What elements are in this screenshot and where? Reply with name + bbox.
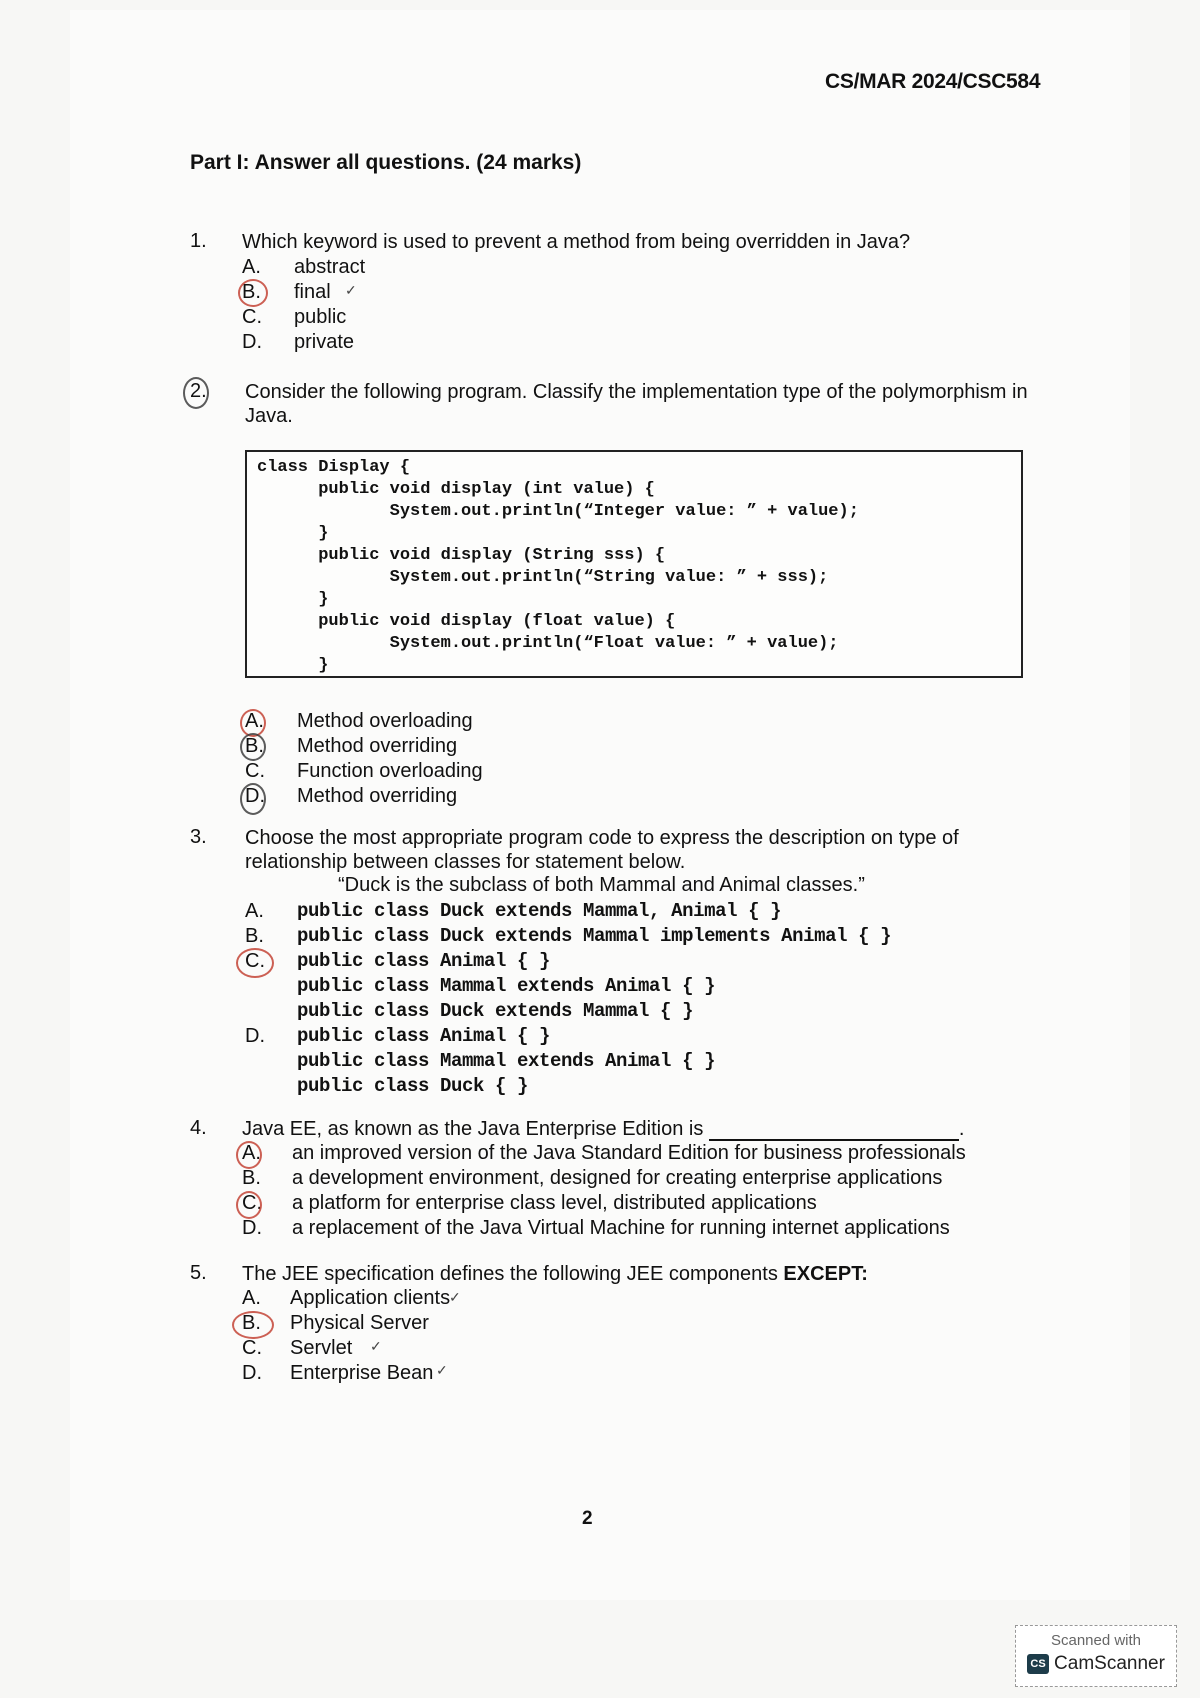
camscanner-logo-icon: CS	[1027, 1654, 1049, 1674]
question-number: 3.	[190, 826, 207, 848]
question-text: Choose the most appropriate program code to express the description on type of relationship between classes for statement below.	[245, 827, 959, 873]
question-number: 1.	[190, 230, 207, 252]
scanner-label: Scanned with	[1050, 1632, 1142, 1649]
code-line: public void display (int value) {	[257, 480, 655, 499]
tick-mark-icon: ✓	[345, 282, 357, 298]
tick-mark-icon: ✓	[449, 1289, 461, 1305]
answer-mark-circle	[238, 279, 268, 307]
question-mark-circle	[183, 377, 209, 409]
scanner-watermark	[1015, 1625, 1177, 1687]
question-number: 5.	[190, 1262, 207, 1284]
page-number: 2	[582, 1508, 593, 1529]
code-line: System.out.println(“Float value: ” + value);	[257, 634, 839, 653]
question-text: Consider the following program. Classify the implementation type of the polymorphism in Java.	[245, 381, 1028, 427]
code-line: public void display (String sss) {	[257, 546, 666, 565]
question-number: 2.	[190, 380, 207, 402]
answer-mark-circle	[240, 733, 266, 761]
answer-mark-circle	[236, 1191, 262, 1219]
code-line: }	[257, 590, 329, 609]
question-number: 4.	[190, 1117, 207, 1139]
question-text: Java EE, as known as the Java Enterprise Edition is .	[242, 1118, 965, 1140]
tick-mark-icon: ✓	[370, 1338, 382, 1354]
course-code: CS/MAR 2024/CSC584	[825, 70, 1041, 93]
code-line: public void display (float value) {	[257, 612, 676, 631]
question-quote: “Duck is the subclass of both Mammal and Animal classes.”	[338, 874, 865, 896]
answer-mark-circle	[236, 1141, 262, 1169]
code-line: System.out.println(“String value: ” + sss);	[257, 568, 829, 587]
scanner-brand: CS CamScanner	[1016, 1653, 1176, 1675]
tick-mark-icon: ✓	[436, 1362, 448, 1378]
code-line: }	[257, 524, 329, 543]
question-text: The JEE specification defines the following JEE components EXCEPT:	[242, 1263, 868, 1285]
code-line: }	[257, 656, 329, 675]
part-title: Part I: Answer all questions. (24 marks)	[190, 151, 582, 174]
code-block	[245, 450, 1023, 678]
answer-blank	[709, 1121, 959, 1141]
question-text: Which keyword is used to prevent a method from being overridden in Java?	[242, 231, 911, 253]
answer-mark-circle	[236, 948, 274, 978]
code-line: class Display {	[257, 458, 411, 477]
answer-mark-circle	[232, 1311, 274, 1339]
code-line: System.out.println(“Integer value: ” + value);	[257, 502, 859, 521]
answer-mark-circle	[240, 783, 266, 815]
